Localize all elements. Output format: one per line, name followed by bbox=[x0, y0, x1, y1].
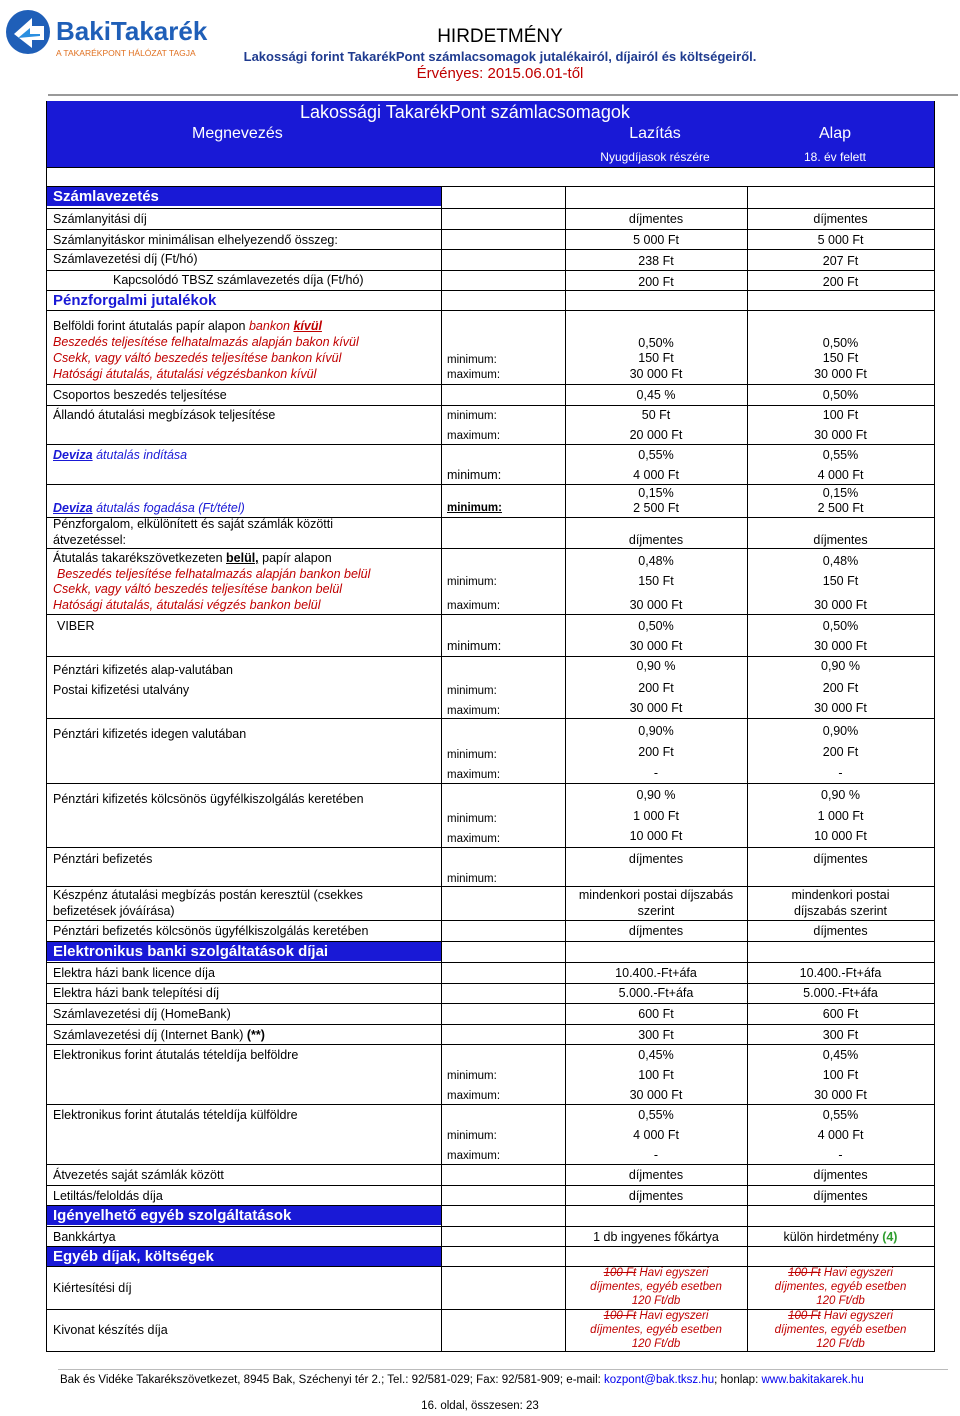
row-label: Elektra házi bank licence díja bbox=[53, 966, 215, 980]
row-value-lazitas: 0,45 % bbox=[636, 388, 676, 402]
row-value-alap: díjmentes, egyéb esetben bbox=[774, 1324, 907, 1336]
column-header-lazitas: Lazítás bbox=[629, 125, 681, 142]
row-value-lazitas: 0,15% bbox=[638, 486, 674, 500]
row-value-alap: 0,48% bbox=[822, 554, 859, 568]
row-value-alap: 100 Ft Havi egyszeri bbox=[788, 1310, 893, 1322]
row-label: Kapcsolódó TBSZ számlavezetés díja (Ft/hó) bbox=[113, 273, 364, 287]
row-value-lazitas: 1 000 Ft bbox=[633, 809, 679, 823]
row-value-lazitas: 0,50% bbox=[638, 619, 674, 633]
row-value-alap: 5 000 Ft bbox=[817, 233, 864, 247]
page-number: 16. oldal, összesen: 23 bbox=[421, 1400, 539, 1412]
row-value-lazitas: 200 Ft bbox=[638, 275, 674, 289]
row-label: Átutalás takarékszövetkezeten belül, papír alapon bbox=[53, 551, 332, 565]
row-label: Kivonat készítés díja bbox=[53, 1323, 168, 1337]
maximum-label: maximum: bbox=[447, 430, 501, 442]
row-value-alap: 200 Ft bbox=[822, 275, 859, 289]
column-subheader-lazitas: Nyugdíjasok részére bbox=[600, 150, 710, 164]
table-main-title: Lakossági TakarékPont számlacsomagok bbox=[300, 102, 630, 122]
row-value-alap: 100 Ft bbox=[822, 408, 859, 422]
row-value-lazitas: 0,90% bbox=[638, 724, 674, 738]
maximum-label: maximum: bbox=[447, 369, 501, 381]
minimum-label: minimum: bbox=[447, 813, 497, 825]
section-igenyelheto: Igényelhető egyéb szolgáltatások bbox=[47, 1206, 441, 1225]
row-value-alap: 200 Ft bbox=[822, 681, 859, 695]
row-label: Pénztári kifizetés idegen valutában bbox=[53, 727, 247, 741]
svg-text:BakiTakarék: BakiTakarék bbox=[56, 16, 208, 46]
row-value-alap: 30 000 Ft bbox=[814, 428, 867, 442]
row-value-lazitas: díjmentes, egyéb esetben bbox=[590, 1324, 722, 1336]
row-label: Deviza átutalás indítása bbox=[53, 448, 188, 462]
row-label: Pénztári befizetés kölcsönös ügyfélkiszolgálás keretében bbox=[53, 924, 369, 938]
row-label: Számlavezetési díj (Ft/hó) bbox=[53, 252, 198, 266]
row-value-alap: 120 Ft/db bbox=[816, 1338, 865, 1350]
row-value-alap: 10 000 Ft bbox=[814, 829, 867, 843]
minimum-label: minimum: bbox=[447, 354, 497, 366]
row-label: Csekk, vagy váltó beszedés teljesítése bankon belül bbox=[53, 582, 343, 596]
row-label: Beszedés teljesítése felhatalmazás alapján bakon kívül bbox=[53, 335, 359, 349]
row-value-lazitas: 0,48% bbox=[638, 554, 674, 568]
row-value-lazitas: 5 000 Ft bbox=[633, 233, 679, 247]
row-label: Pénztári kifizetés alap-valutában bbox=[53, 663, 233, 677]
row-value-lazitas: 50 Ft bbox=[641, 408, 671, 422]
row-label: Számlanyitáskor minimálisan elhelyezendő összeg: bbox=[53, 233, 338, 247]
row-value-lazitas: 120 Ft/db bbox=[631, 1295, 681, 1307]
email-link[interactable]: kozpont@bak.tksz.hu bbox=[604, 1374, 715, 1386]
row-value-lazitas: 4 000 Ft bbox=[633, 468, 679, 482]
row-value-alap: 30 000 Ft bbox=[814, 598, 867, 612]
row-label: Készpénz átutalási megbízás postán keresztül (csekkes bbox=[53, 888, 363, 902]
bakitakarek-logo bbox=[4, 4, 230, 66]
row-value-lazitas: 200 Ft bbox=[638, 681, 674, 695]
row-value-lazitas: 0,55% bbox=[638, 448, 674, 462]
row-label: VIBER bbox=[57, 619, 95, 633]
header-divider bbox=[48, 94, 958, 96]
row-value-lazitas: 20 000 Ft bbox=[629, 428, 683, 442]
validity-date: Érvényes: 2015.06.01-től bbox=[416, 65, 584, 82]
row-value-alap: 4 000 Ft bbox=[817, 468, 864, 482]
maximum-label: maximum: bbox=[447, 1090, 501, 1102]
row-value-alap: díjmentes bbox=[813, 1168, 868, 1182]
row-value-lazitas: 238 Ft bbox=[638, 254, 674, 268]
row-value-alap: 150 Ft bbox=[822, 574, 859, 588]
row-label: Bankkártya bbox=[53, 1230, 116, 1244]
row-value-alap: 2 500 Ft bbox=[817, 501, 864, 515]
row-label: Hatósági átutalás, átutalási végzésbankon kívül bbox=[53, 367, 317, 381]
row-value-lazitas: díjmentes bbox=[628, 212, 684, 226]
row-value-alap: 0,50% bbox=[822, 619, 859, 633]
row-label: Számlavezetési díj (HomeBank) bbox=[53, 1007, 231, 1021]
row-value-lazitas: 120 Ft/db bbox=[631, 1338, 681, 1350]
row-value-alap: 150 Ft bbox=[822, 351, 859, 365]
row-label: Elektra házi bank telepítési díj bbox=[53, 986, 220, 1000]
column-header-alap: Alap bbox=[818, 125, 852, 142]
row-value-lazitas: 4 000 Ft bbox=[633, 1128, 679, 1142]
row-value-lazitas: 100 Ft Havi egyszeri bbox=[603, 1310, 709, 1322]
row-label: Csekk, vagy váltó beszedés teljesítése bankon kívül bbox=[53, 351, 342, 365]
maximum-label: maximum: bbox=[447, 833, 501, 845]
minimum-label: minimum: bbox=[447, 1070, 497, 1082]
row-value-lazitas: 5.000.-Ft+áfa bbox=[618, 986, 694, 1000]
row-label: Kiértesítési díj bbox=[53, 1281, 132, 1295]
row-label: Postai kifizetési utalvány bbox=[53, 683, 190, 697]
row-value-lazitas: 10.400.-Ft+áfa bbox=[615, 966, 697, 980]
minimum-label: minimum: bbox=[447, 410, 497, 422]
row-value-alap: külön hirdetmény (4) bbox=[783, 1230, 898, 1244]
section-penzforgalmi-jutalekok: Pénzforgalmi jutalékok bbox=[53, 292, 217, 309]
row-value-lazitas: mindenkori postai díjszabás bbox=[578, 888, 734, 902]
row-value-alap: - bbox=[838, 766, 843, 780]
footer-contact: Bak és Vidéke Takarékszövetkezet, 8945 Bak, Széchenyi tér 2.; Tel.: 92/581-029; Fax: 92/581-909; e-mail: kozpont@bak.tksz.hu; honlap: www.bakitakarek.hu bbox=[60, 1374, 864, 1386]
row-value-alap: díjmentes, egyéb esetben bbox=[774, 1281, 907, 1293]
row-value-alap: díjmentes bbox=[813, 533, 868, 547]
minimum-label: minimum: bbox=[447, 873, 497, 885]
row-value-lazitas: 150 Ft bbox=[638, 574, 674, 588]
column-subheader-alap: 18. év felett bbox=[803, 150, 867, 164]
row-value-alap: 5.000.-Ft+áfa bbox=[803, 986, 878, 1000]
page-title: HIRDETMÉNY bbox=[437, 26, 563, 47]
row-value-lazitas: 30 000 Ft bbox=[629, 367, 683, 381]
row-value-alap: 0,45% bbox=[822, 1048, 859, 1062]
maximum-label: maximum: bbox=[447, 1150, 501, 1162]
row-value-alap: 300 Ft bbox=[822, 1028, 859, 1042]
section-egyeb-dijak: Egyéb díjak, költségek bbox=[47, 1247, 441, 1266]
minimum-label: minimum: bbox=[447, 1130, 497, 1142]
row-label: Belföldi forint átutalás papír alapon bankon kívül bbox=[53, 319, 322, 333]
row-value-lazitas: díjmentes bbox=[628, 1189, 684, 1203]
row-value-alap: 0,55% bbox=[822, 448, 859, 462]
maximum-label: maximum: bbox=[447, 705, 501, 717]
row-value-alap: 120 Ft/db bbox=[816, 1295, 865, 1307]
section-szamlavezetes: Számlavezetés bbox=[47, 187, 441, 206]
row-value-alap: 1 000 Ft bbox=[817, 809, 864, 823]
row-value-alap: 0,15% bbox=[822, 486, 859, 500]
row-label: befizetések jóváírása) bbox=[53, 904, 175, 918]
row-label: Deviza átutalás fogadása (Ft/tétel) bbox=[53, 501, 245, 515]
column-header-name: Megnevezés bbox=[192, 125, 283, 142]
footer-divider bbox=[58, 1369, 948, 1370]
row-value-lazitas: - bbox=[653, 766, 659, 780]
row-value-lazitas: 200 Ft bbox=[638, 745, 674, 759]
row-value-lazitas: - bbox=[653, 1148, 659, 1162]
row-value-alap: díjmentes bbox=[813, 924, 868, 938]
row-label: Elektronikus forint átutalás tételdíja belföldre bbox=[53, 1048, 299, 1062]
row-label: Hatósági átutalás, átutalási végzés bankon belül bbox=[53, 598, 321, 612]
row-label: Pénzforgalom, elkülönített és saját számlák közötti bbox=[53, 517, 333, 531]
minimum-label: minimum: bbox=[447, 685, 497, 697]
row-value-lazitas: 300 Ft bbox=[638, 1028, 674, 1042]
row-value-lazitas: 100 Ft bbox=[638, 1068, 674, 1082]
row-value-lazitas: 150 Ft bbox=[638, 351, 674, 365]
row-value-lazitas: 0,45% bbox=[638, 1048, 674, 1062]
row-label: Állandó átutalási megbízások teljesítése bbox=[53, 408, 276, 422]
row-value-alap: díjmentes bbox=[813, 212, 868, 226]
row-value-alap: 30 000 Ft bbox=[814, 367, 867, 381]
row-value-lazitas: díjmentes bbox=[628, 1168, 684, 1182]
svg-text:A TAKARÉKPONT HÁLÓZAT TAGJA: A TAKARÉKPONT HÁLÓZAT TAGJA bbox=[56, 48, 196, 58]
row-label: Számlavezetési díj (Internet Bank) (**) bbox=[53, 1028, 265, 1042]
minimum-label: minimum: bbox=[447, 468, 502, 482]
row-value-alap: 0,90 % bbox=[821, 659, 860, 673]
row-value-alap: 0,90 % bbox=[821, 788, 860, 802]
row-value-alap: 10.400.-Ft+áfa bbox=[799, 966, 882, 980]
row-value-alap: díjszabás szerint bbox=[793, 904, 888, 918]
row-value-lazitas: 2 500 Ft bbox=[633, 501, 679, 515]
section-elektronikus-banki: Elektronikus banki szolgáltatások díjai bbox=[47, 942, 441, 961]
row-value-lazitas: 30 000 Ft bbox=[629, 639, 683, 653]
minimum-label: minimum: bbox=[447, 639, 502, 653]
row-value-lazitas: 30 000 Ft bbox=[629, 1088, 683, 1102]
row-value-alap: 100 Ft Havi egyszeri bbox=[788, 1267, 893, 1279]
row-value-alap: 0,50% bbox=[822, 336, 859, 350]
row-value-alap: díjmentes bbox=[813, 1189, 868, 1203]
row-label: átvezetéssel: bbox=[53, 533, 126, 547]
row-label: Beszedés teljesítése felhatalmazás alapján bankon belül bbox=[57, 567, 371, 581]
row-value-lazitas: díjmentes bbox=[628, 924, 684, 938]
row-value-lazitas: díjmentes, egyéb esetben bbox=[590, 1281, 722, 1293]
row-value-lazitas: 0,90 % bbox=[636, 788, 676, 802]
minimum-label: minimum: bbox=[447, 749, 497, 761]
row-label: Pénztári befizetés bbox=[53, 852, 153, 866]
row-value-alap: 200 Ft bbox=[822, 745, 859, 759]
row-label: Számlanyitási díj bbox=[53, 212, 147, 226]
row-value-lazitas: díjmentes bbox=[628, 852, 684, 866]
row-value-alap: 600 Ft bbox=[822, 1007, 859, 1021]
row-value-alap: 4 000 Ft bbox=[817, 1128, 864, 1142]
row-value-lazitas: szerint bbox=[637, 904, 675, 918]
row-value-lazitas: 1 db ingyenes főkártya bbox=[593, 1230, 719, 1244]
maximum-label: maximum: bbox=[447, 769, 501, 781]
row-value-alap: 30 000 Ft bbox=[814, 1088, 867, 1102]
row-label: Átvezetés saját számlák között bbox=[53, 1168, 224, 1182]
row-value-alap: 0,90% bbox=[822, 724, 859, 738]
row-value-alap: díjmentes bbox=[813, 852, 868, 866]
row-value-alap: - bbox=[838, 1148, 843, 1162]
row-value-lazitas: 30 000 Ft bbox=[629, 598, 683, 612]
maximum-label: maximum: bbox=[447, 600, 501, 612]
row-label: Letiltás/feloldás díja bbox=[53, 1189, 163, 1203]
row-value-lazitas: 30 000 Ft bbox=[629, 701, 683, 715]
minimum-label: minimum: bbox=[447, 576, 497, 588]
row-value-lazitas: 0,50% bbox=[638, 336, 674, 350]
row-value-lazitas: 0,55% bbox=[638, 1108, 674, 1122]
row-value-lazitas: 600 Ft bbox=[638, 1007, 674, 1021]
row-value-alap: 0,55% bbox=[822, 1108, 859, 1122]
row-label: Csoportos beszedés teljesítése bbox=[53, 388, 227, 402]
row-value-alap: 0,50% bbox=[822, 388, 859, 402]
minimum-label: minimum: bbox=[447, 502, 502, 514]
row-value-alap: 30 000 Ft bbox=[814, 701, 867, 715]
row-value-alap: 100 Ft bbox=[822, 1068, 859, 1082]
page-subtitle: Lakossági forint TakarékPont számlacsomagok jutalékairól, díjairól és költségeiről. bbox=[243, 49, 757, 64]
row-value-lazitas: 10 000 Ft bbox=[629, 829, 683, 843]
row-label: Elektronikus forint átutalás tételdíja külföldre bbox=[53, 1108, 298, 1122]
row-value-alap: 207 Ft bbox=[822, 254, 859, 268]
website-link[interactable]: www.bakitakarek.hu bbox=[761, 1374, 864, 1386]
row-label: Pénztári kifizetés kölcsönös ügyfélkiszolgálás keretében bbox=[53, 792, 364, 806]
row-value-lazitas: díjmentes bbox=[628, 533, 684, 547]
row-value-lazitas: 0,90 % bbox=[636, 659, 676, 673]
row-value-alap: 30 000 Ft bbox=[814, 639, 867, 653]
row-value-lazitas: 100 Ft Havi egyszeri bbox=[603, 1267, 709, 1279]
row-value-alap: mindenkori postai bbox=[791, 888, 890, 902]
